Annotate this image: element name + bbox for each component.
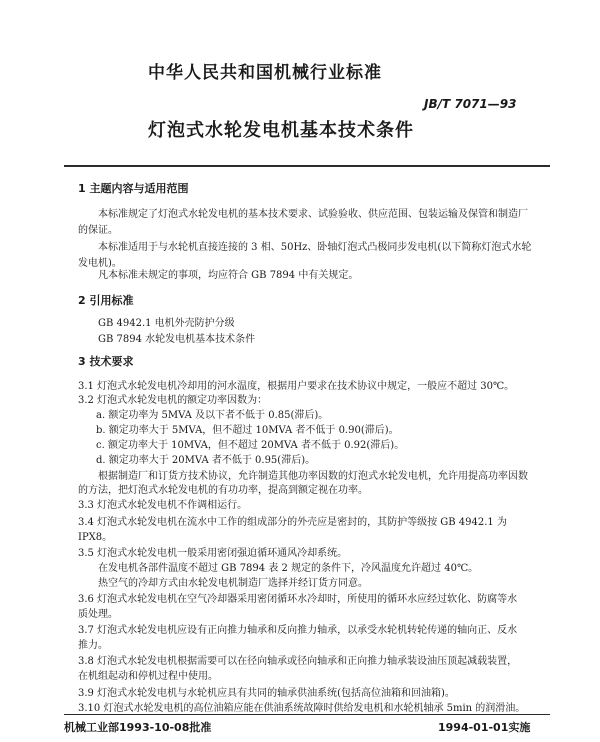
clause-3-6: 3.6 灯泡式水轮发电机在空气冷却器采用密闭循环水冷却时，所使用的循环水应经过软化、防腐等水 <box>78 594 518 605</box>
standard-title: 中华人民共和国机械行业标准 <box>148 63 382 83</box>
section-2-heading: 2 引用标准 <box>78 294 134 307</box>
reference-item: GB 7894 水轮发电机基本技术条件 <box>98 334 256 345</box>
clause-3-7: 3.7 灯泡式水轮发电机应设有正向推力轴承和反向推力轴承，以承受水轮机转轮传递的轴向正、反水 <box>78 625 518 636</box>
clause-3-8: 3.8 灯泡式水轮发电机根据需要可以在径向轴承或径向轴承和正向推力轴承装设油压顶起减载装置， <box>78 656 518 667</box>
document-title: 灯泡式水轮发电机基本技术条件 <box>148 120 414 141</box>
paragraph: 发电机)。 <box>78 258 122 269</box>
clause-3-4-cont: IPX8。 <box>78 532 113 543</box>
clause-3-9: 3.9 灯泡式水轮发电机与水轮机应具有共同的轴承供油系统(包括高位油箱和回油箱)。 <box>78 688 455 699</box>
clause-3-6-cont: 质处理。 <box>78 609 118 620</box>
implementation-date: 1994-01-01实施 <box>438 721 531 734</box>
clause-3-8-cont: 在机组起动和停机过程中使用。 <box>78 671 218 682</box>
section-1-heading: 1 主题内容与适用范围 <box>78 182 189 195</box>
approval-date: 机械工业部1993-10-08批准 <box>64 721 212 734</box>
clause-3-7-cont: 推力。 <box>78 640 108 651</box>
standard-code: JB/T 7071—93 <box>424 97 517 111</box>
paragraph: 本标准适用于与水轮机直接连接的 3 相、50Hz、卧轴灯泡式凸极同步发电机(以下简称灯泡式水轮 <box>98 242 532 253</box>
paragraph: 在发电机各部件温度不超过 GB 7894 表 2 规定的条件下，冷风温度允许超过 40℃。 <box>98 563 479 574</box>
clause-3-10: 3.10 灯泡式水轮发电机的高位油箱应能在供油系统故障时供给发电机和水轮机轴承 5min 的润滑油。 <box>78 703 526 714</box>
clause-3-1: 3.1 灯泡式水轮发电机冷却用的河水温度，根据用户要求在技术协议中规定，一般应不超过 30℃。 <box>78 381 515 392</box>
list-item: d. 额定功率大于 20MVA 者不低于 0.95(滞后)。 <box>96 455 316 466</box>
list-item: c. 额定功率大于 10MVA，但不超过 20MVA 者不低于 0.92(滞后)。 <box>96 440 405 451</box>
paragraph: 的保证。 <box>78 225 118 236</box>
reference-item: GB 4942.1 电机外壳防护分级 <box>98 318 235 329</box>
list-item: b. 额定功率大于 5MVA，但不超过 10MVA 者不低于 0.90(滞后)。 <box>96 425 399 436</box>
title-divider <box>64 165 550 167</box>
paragraph: 根据制造厂和订货方技术协议，允许制造其他功率因数的灯泡式水轮发电机，允许用提高功率因数 <box>98 471 528 482</box>
clause-3-5: 3.5 灯泡式水轮发电机一般采用密闭强迫循环通风冷却系统。 <box>78 548 348 559</box>
section-3-heading: 3 技术要求 <box>78 355 134 368</box>
paragraph: 凡本标准未规定的事项，均应符合 GB 7894 中有关规定。 <box>98 270 359 281</box>
list-item: a. 额定功率为 5MVA 及以下者不低于 0.85(滞后)。 <box>96 410 329 421</box>
paragraph: 的方法，把灯泡式水轮发电机的有功功率，提高到额定视在功率。 <box>78 485 368 496</box>
footer-divider <box>64 714 550 715</box>
paragraph: 热空气的冷却方式由水轮发电机制造厂选择并经订货方同意。 <box>98 578 368 589</box>
paragraph: 本标准规定了灯泡式水轮发电机的基本技术要求、试验验收、供应范围、包装运输及保管和制造厂 <box>98 209 528 220</box>
clause-3-4: 3.4 灯泡式水轮发电机在流水中工作的组成部分的外壳应是密封的，其防护等级按 GB 4942.1 为 <box>78 517 507 528</box>
clause-3-2: 3.2 灯泡式水轮发电机的额定功率因数为： <box>78 395 268 406</box>
clause-3-3: 3.3 灯泡式水轮发电机不作调相运行。 <box>78 500 248 511</box>
